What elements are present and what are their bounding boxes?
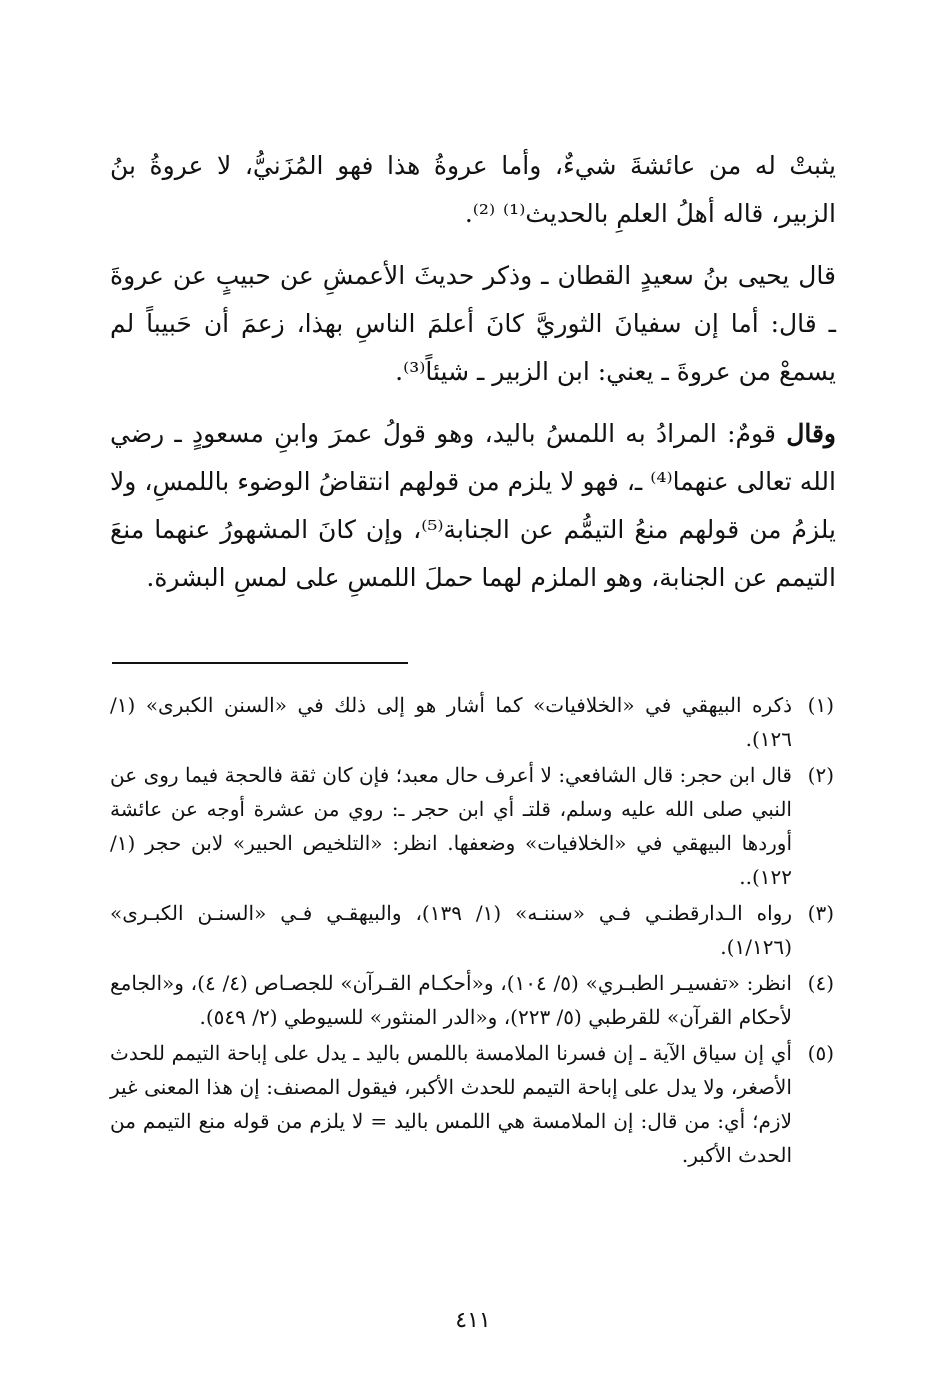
page-number: ٤١١: [455, 1308, 491, 1333]
footnote-number: (٢): [807, 763, 834, 787]
footnote-number: (٣): [807, 901, 834, 925]
footnote-text: ذكره البيهقي في «الخلافيات» كما أشار هو إلى ذلك في «السنن الكبرى» (١/ ١٢٦).: [110, 693, 792, 751]
paragraph-text: قومٌ: المرادُ به اللمسُ باليد، وهو قولُ عمرَ وابنِ مسعودٍ ـ رضي الله تعالى عنهما⁽⁴⁾ ـ، فهو لا يلزم من قولهم انتقاضُ الوضوء باللمسِ، ولا يلزمُ من قولهم منعُ التيمُّم عن الجنابة⁽⁵⁾، وإن كانَ المشهورُ عنهما منعَ التيمم عن الجنابة، وهو الملزم لهما حملَ اللمسِ على لمسِ البشرة.: [110, 419, 836, 592]
paragraph-lead: وقال: [786, 419, 836, 448]
paragraph-text: يثبتْ له من عائشةَ شيءٌ، وأما عروةُ هذا فهو المُزَنيُّ، لا عروةُ بنُ الزبير، قاله أهلُ العلمِ بالحديث⁽¹⁾ ⁽²⁾.: [110, 151, 836, 228]
footnote-number: (٤): [807, 971, 834, 995]
paragraph-text: قال يحيى بنُ سعيدٍ القطان ـ وذكر حديثَ الأعمشِ عن حبيبٍ عن عروةَ ـ قال: أما إن سفيانَ الثوريَّ كانَ أعلمَ الناسِ بهذا، زعمَ أن حَبيباً لم يسمعْ من عروةَ ـ يعني: ابن الزبير ـ شيئاً⁽³⁾.: [110, 261, 836, 386]
footnote-text: رواه الـدارقطنـي فـي «سننـه» (١/ ١٣٩)، والبيهقـي فـي «السنـن الكبـرى» (١/١٢٦).: [110, 901, 792, 959]
paragraph-2: [110, 252, 836, 396]
main-text: [110, 142, 836, 602]
footnote-2: [110, 758, 834, 894]
footnote-number: (٥): [807, 1041, 834, 1065]
footnote-5: [110, 1036, 834, 1172]
footnote-4: [110, 966, 834, 1034]
footnote-text: قال ابن حجر: قال الشافعي: لا أعرف حال معبد؛ فإن كان ثقة فالحجة فيما روى عن النبي صلى الله عليه وسلم، قلتـ أي ابن حجر ـ: روي من عشرة أوجه عن عائشة أوردها البيهقي في «الخلافيات» وضعفها. انظر: «التلخيص الحبير» لابن حجر (١/ ١٢٢)..: [110, 763, 793, 889]
footnote-text: انظر: «تفسيـر الطبـري» (٥/ ١٠٤)، و«أحكـام القـرآن» للجصـاص (٤/ ٤)، و«الجامع لأحكام القرآن» للقرطبي (٥/ ٢٢٣)، و«الدر المنثور» للسيوطي (٢/ ٥٤٩).: [110, 971, 792, 1029]
footnote-3: [110, 896, 834, 964]
footnote-number: (١): [807, 693, 834, 717]
footnote-divider: [112, 662, 408, 664]
paragraph-3: [110, 410, 836, 602]
paragraph-1: [110, 142, 836, 238]
footnote-text: أي إن سياق الآية ـ إن فسرنا الملامسة باللمس باليد ـ يدل على إباحة التيمم للحدث الأصغر، ولا يدل على إباحة التيمم للحدث الأكبر، فيقول المصنف: إن هذا المعنى غير لازم؛ أي: من قال: إن الملامسة هي اللمس باليد = لا يلزم من قوله منع التيمم من الحدث الأكبر.: [110, 1041, 792, 1167]
footnote-1: [110, 688, 834, 756]
footnotes: [110, 688, 834, 1174]
